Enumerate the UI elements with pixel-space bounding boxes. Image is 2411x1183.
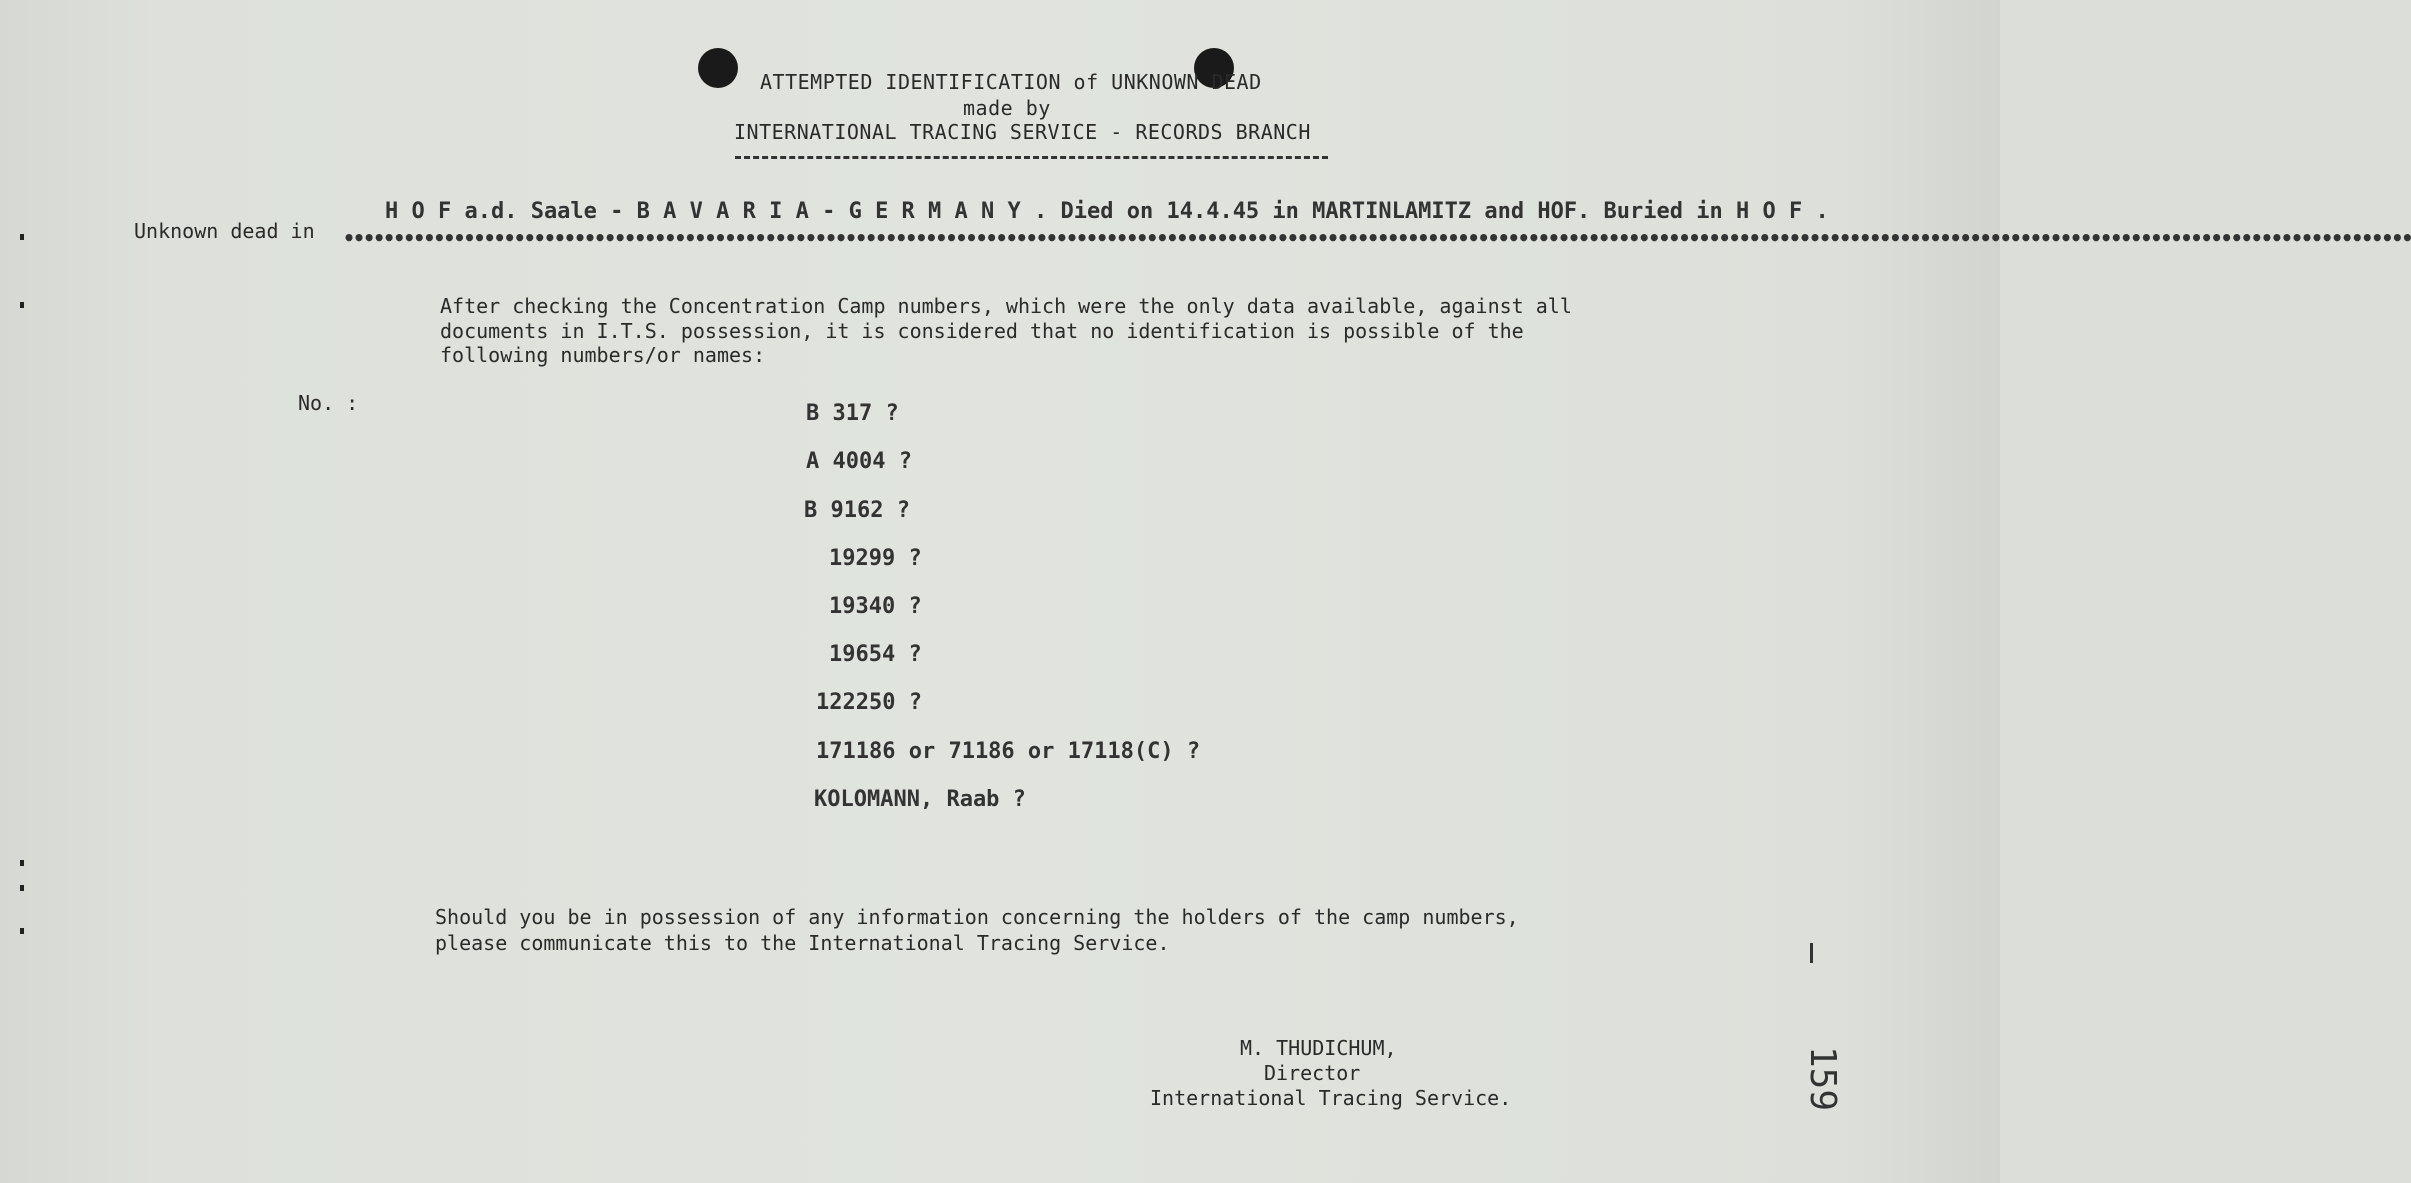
entry-5: 19340 ? [829,594,922,619]
signature-organization: International Tracing Service. [1150,1086,1512,1110]
header-made-by: made by [963,96,1051,120]
entry-1: B 317 ? [806,401,899,426]
margin-mark [20,860,24,866]
page-number: 159 [1802,1045,1844,1112]
entry-2: A 4004 ? [806,449,912,474]
margin-mark [20,885,24,891]
entry-9: KOLOMANN, Raab ? [814,787,1026,812]
intro-line-2: documents in I.T.S. possession, it is considered that no identification is possible of the [440,319,1524,343]
punch-hole-left [698,48,738,88]
entry-6: 19654 ? [829,642,922,667]
margin-mark [20,234,24,240]
intro-line-1: After checking the Concentration Camp numbers, which were the only data available, against all [440,294,1572,318]
number-label: No. : [298,391,359,415]
signature-name: M. THUDICHUM, [1240,1036,1397,1060]
margin-mark [20,302,24,308]
location-details: H O F a.d. Saale - B A V A R I A - G E R M A N Y . Died on 14.4.45 in MARTINLAMITZ and HOF. Buried in H O F . [385,199,1829,224]
unknown-dead-label: Unknown dead in [134,219,315,243]
entry-3: B 9162 ? [804,498,910,523]
header-organization: INTERNATIONAL TRACING SERVICE - RECORDS BRANCH [734,120,1311,144]
closing-line-1: Should you be in possession of any information concerning the holders of the camp numbers, [435,905,1519,929]
entry-4: 19299 ? [829,546,922,571]
margin-mark [20,928,24,934]
dotted-fill-line: •••••••••••••••••••••••••••••••••••••••••••••••••••••••••••••••••••••••••••••••••••••••••••••••••••••••••••••••••••••••••••••••••••••••••••••••••••••••••••••••••••••••••••••••••••••••••••••••••••••••••••••• [343,226,2411,250]
entry-8: 171186 or 71186 or 17118(C) ? [816,739,1201,764]
entry-7: 122250 ? [816,690,922,715]
intro-line-3: following numbers/or names: [440,343,766,367]
margin-tick [1810,943,1813,963]
closing-line-2: please communicate this to the International Tracing Service. [435,931,1170,955]
header-underline [735,156,1328,159]
signature-title: Director [1264,1061,1361,1085]
header-title: ATTEMPTED IDENTIFICATION of UNKNOWN DEAD [760,70,1262,94]
